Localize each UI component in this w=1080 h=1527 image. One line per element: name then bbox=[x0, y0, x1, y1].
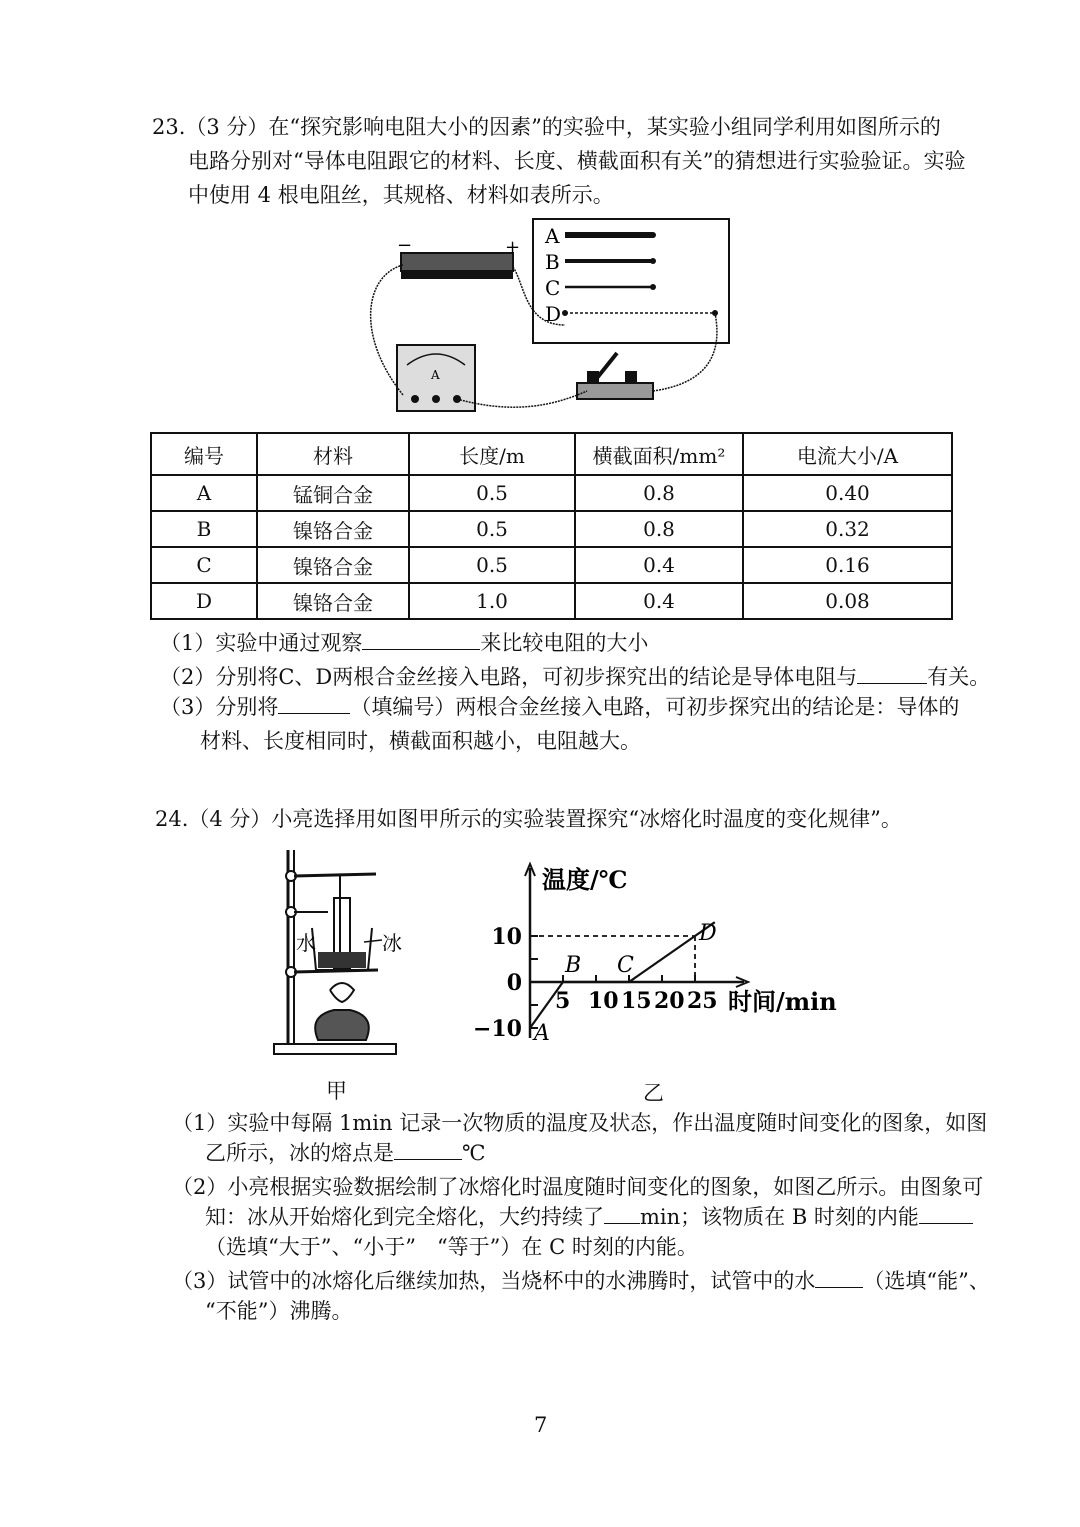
table-row bbox=[151, 475, 952, 511]
water-label: 水 bbox=[296, 931, 316, 955]
battery-plus: + bbox=[505, 237, 521, 258]
table-header-row bbox=[151, 433, 952, 475]
y-axis-label: 温度/℃ bbox=[542, 865, 628, 894]
cell: 0.4 bbox=[575, 583, 743, 619]
wire-label-a: A bbox=[545, 224, 560, 248]
temperature-time-chart bbox=[472, 852, 848, 1052]
cell: 0.5 bbox=[409, 511, 575, 547]
q23-sub-3-cont: 材料、长度相同时，横截面积越小，电阻越大。 bbox=[200, 729, 641, 753]
table-row bbox=[151, 547, 952, 583]
x-tick-label: 25 bbox=[687, 988, 718, 1014]
figure-caption-yi: 乙 bbox=[643, 1081, 664, 1105]
wire-label-b: B bbox=[545, 250, 560, 274]
answer-blank[interactable] bbox=[394, 1141, 462, 1160]
q24-sub-3-cont: “不能”）沸腾。 bbox=[205, 1299, 353, 1323]
q24-sub-2-cont: 知：冰从开始熔化到完全熔化，大约持续了 min；该物质在 B 时刻的内能 bbox=[205, 1202, 973, 1232]
cell: 0.5 bbox=[409, 475, 575, 511]
y-tick-label: 10 bbox=[491, 924, 522, 950]
cell: D bbox=[151, 583, 257, 619]
point-label-b: B bbox=[565, 953, 582, 978]
cell: A bbox=[151, 475, 257, 511]
x-tick-label: 15 bbox=[621, 988, 652, 1014]
x-axis-label: 时间/min bbox=[728, 987, 837, 1016]
cell: 镍铬合金 bbox=[257, 511, 409, 547]
x-tick-label: 5 bbox=[555, 988, 571, 1014]
wire-label-d: D bbox=[545, 302, 562, 326]
answer-blank[interactable] bbox=[604, 1205, 640, 1224]
point-label-c: C bbox=[617, 953, 634, 978]
column-header: 长度/m bbox=[409, 433, 575, 475]
q24-sub-3: （3）试管中的冰熔化后继续加热，当烧杯中的水沸腾时，试管中的水 （选填“能”、 bbox=[172, 1269, 990, 1293]
svg-text:A: A bbox=[431, 368, 440, 382]
apparatus-figure bbox=[268, 840, 418, 1064]
x-tick-label: 10 bbox=[588, 988, 619, 1014]
q24-sub-1: （1）实验中每隔 1min 记录一次物质的温度及状态，作出温度随时间变化的图象，如图 bbox=[172, 1111, 988, 1135]
q23-line-1: 23.（3 分）在“探究影响电阻大小的因素”的实验中，某实验小组同学利用如图所示的 bbox=[152, 115, 941, 139]
answer-blank[interactable] bbox=[362, 631, 480, 650]
figure-caption-jia: 甲 bbox=[326, 1079, 347, 1103]
cell: 0.8 bbox=[575, 475, 743, 511]
q23-line-3: 中使用 4 根电阻丝，其规格、材料如表所示。 bbox=[188, 183, 614, 207]
q23-sub-2: （2）分别将C、D两根合金丝接入电路，可初步探究出的结论是导体电阻与 有关。 bbox=[160, 665, 991, 689]
q24-sub-2: （2）小亮根据实验数据绘制了冰熔化时温度随时间变化的图象，如图乙所示。由图象可 bbox=[172, 1175, 984, 1199]
point-label-d: D bbox=[699, 921, 717, 946]
y-tick-label: −10 bbox=[472, 1016, 522, 1042]
q23-sub-1: （1）实验中通过观察 来比较电阻的大小 bbox=[160, 631, 649, 655]
cell: 0.40 bbox=[743, 475, 952, 511]
answer-blank[interactable] bbox=[857, 665, 927, 684]
column-header: 编号 bbox=[151, 433, 257, 475]
cell: 0.32 bbox=[743, 511, 952, 547]
cell: 0.08 bbox=[743, 583, 952, 619]
switch bbox=[577, 383, 653, 399]
q24-line-1: 24.（4 分）小亮选择用如图甲所示的实验装置探究“冰熔化时温度的变化规律”。 bbox=[155, 807, 902, 831]
table-row bbox=[151, 511, 952, 547]
table-row bbox=[151, 583, 952, 619]
column-header: 横截面积/mm² bbox=[575, 433, 743, 475]
q23-sub-3: （3）分别将 （填编号）两根合金丝接入电路，可初步探究出的结论是：导体的 bbox=[160, 695, 960, 719]
cell: 0.4 bbox=[575, 547, 743, 583]
column-header: 电流大小/A bbox=[743, 433, 952, 475]
cell: 1.0 bbox=[409, 583, 575, 619]
cell: 0.5 bbox=[409, 547, 575, 583]
q24-sub-1-cont: 乙所示，冰的熔点是 ℃ bbox=[205, 1141, 486, 1165]
cell: 镍铬合金 bbox=[257, 583, 409, 619]
battery-minus: − bbox=[397, 235, 413, 256]
resistance-wire-table bbox=[150, 432, 953, 620]
wire-label-c: C bbox=[545, 276, 561, 300]
q23-line-2: 电路分别对“导体电阻跟它的材料、长度、横截面积有关”的猜想进行实验验证。实验 bbox=[188, 149, 966, 173]
answer-blank[interactable] bbox=[278, 695, 350, 714]
cell: 锰铜合金 bbox=[257, 475, 409, 511]
cell: 0.8 bbox=[575, 511, 743, 547]
q24-sub-2-options: （选填“大于”、“小于” “等于”）在 C 时刻的内能。 bbox=[205, 1235, 698, 1259]
y-tick-label: 0 bbox=[506, 970, 522, 996]
column-header: 材料 bbox=[257, 433, 409, 475]
circuit-diagram bbox=[355, 215, 745, 425]
cell: C bbox=[151, 547, 257, 583]
ice-label: 冰 bbox=[382, 931, 402, 955]
cell: 镍铬合金 bbox=[257, 547, 409, 583]
answer-blank[interactable] bbox=[815, 1269, 863, 1288]
battery-box bbox=[401, 253, 513, 271]
answer-blank[interactable] bbox=[919, 1205, 973, 1224]
x-tick-label: 20 bbox=[654, 988, 685, 1014]
page-number: 7 bbox=[534, 1413, 548, 1437]
point-label-a: A bbox=[534, 1021, 550, 1046]
cell: B bbox=[151, 511, 257, 547]
cell: 0.16 bbox=[743, 547, 952, 583]
